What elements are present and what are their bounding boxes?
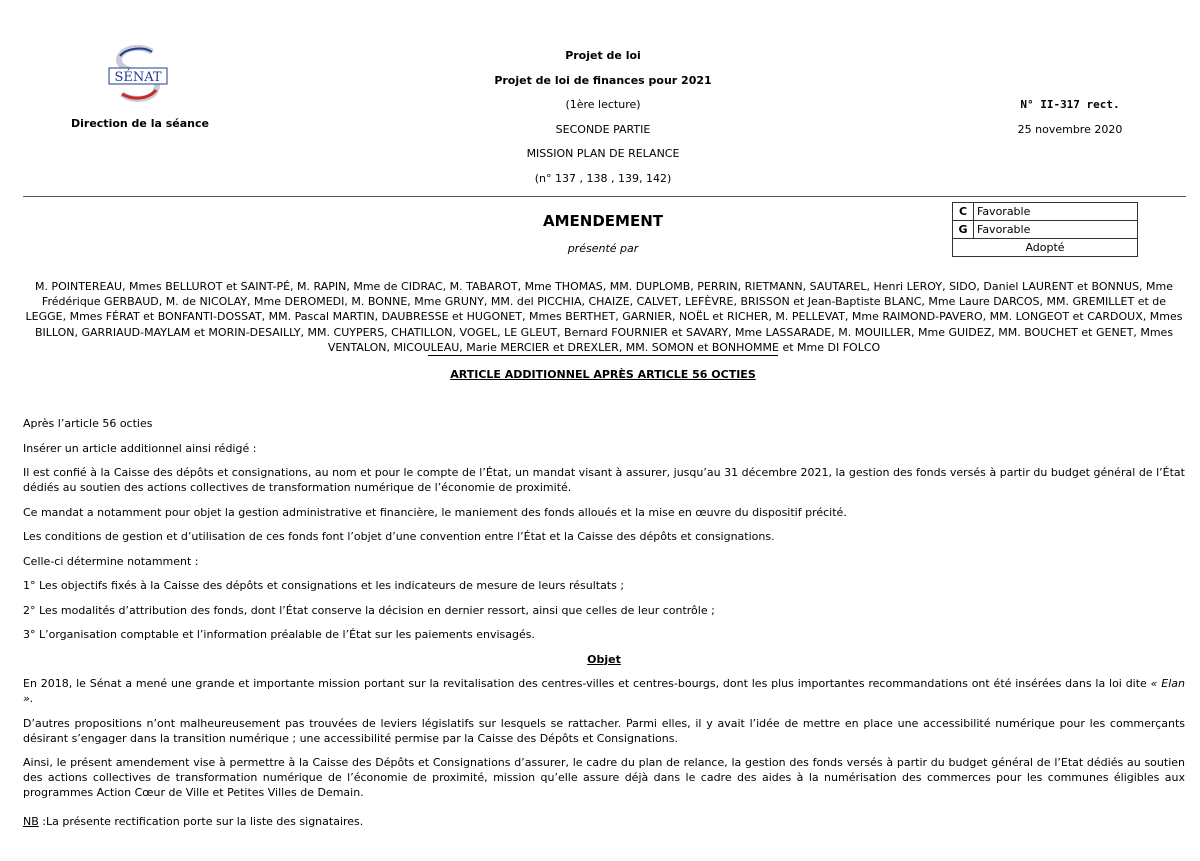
- dispositif-paragraph: Après l’article 56 octies: [23, 417, 153, 430]
- header-line-type: Projet de loi: [565, 49, 641, 62]
- objet-text: .: [29, 692, 34, 705]
- header-line-reading: (1ère lecture): [565, 98, 641, 111]
- presented-by: présenté par: [567, 242, 639, 255]
- logo-text: SÉNAT: [114, 70, 162, 85]
- dispositif-paragraph: 2° Les modalités d’attribution des fonds, dont l’État conserve la décision en dernier ressort, ainsi que celles de leur contrôle ;: [23, 603, 715, 617]
- opinion-row-commission: [953, 203, 1138, 221]
- signatories-list: M. POINTEREAU, Mmes BELLUROT et SAINT-PÉ, M. RAPIN, Mme de CIDRAC, M. TABAROT, Mme THOMAS, MM. DUPLOMB, PERRIN, RIETMANN, SAUTAREL, Henri LEROY, SIDO, Daniel LAURENT et BONNUS, Mme Frédérique GERBAUD, M. de NICOLAY, Mme DEROMEDI, M. BONNE, Mme GRUNY, MM. del PICCHIA, CHAIZE, CALVET, LEFÈVRE, BRISSON et Jean-Baptiste BLANC, Mme Laure DARCOS, MM. GREMILLET et de LEGGE, Mmes FÉRAT et BONFANTI-DOSSAT, MM. Pascal MARTIN, DAUBRESSE et HUGONET, Mmes BERTHET, GARNIER, NOËL et RICHER, M. PELLEVAT, Mme RAIMOND-PAVERO, MM. LONGEOT et CARDOUX, Mmes BILLON, GARRIAUD-MAYLAM et MORIN-DESAILLY, MM. CUYPERS, CHATILLON, VOGEL, LE GLEUT, Bernard FOURNIER et SAVARY, Mme LASSARADE, M. MOUILLER, Mme GUIDEZ, MM. BOUCHET et GENET, Mmes VENTALON, MICOULEAU, Marie MERCIER et DREXLER, MM. SOMON et BONHOMME et Mme DI FOLCO: [25, 280, 1183, 354]
- objet-text: En 2018, le Sénat a mené une grande et importante mission portant sur la revitalisation des centres-villes et centres-bourgs, dont les plus importantes recommandations ont été insérées dans la loi dite: [23, 677, 1151, 690]
- opinion-code: G: [953, 221, 974, 239]
- vote-result: Adopté: [953, 239, 1138, 257]
- dispositif-paragraph: Ce mandat a notamment pour objet la gestion administrative et financière, le maniement des fonds alloués et la mise en œuvre du dispositif précité.: [23, 505, 847, 519]
- opinion-value: Favorable: [974, 221, 1138, 239]
- objet-title: Objet: [587, 652, 621, 666]
- amendment-number: N° II-317 rect.: [1020, 98, 1120, 111]
- rectification-note: [23, 815, 623, 828]
- dispositif-paragraph: Celle-ci détermine notamment :: [23, 554, 199, 568]
- objet-law-name: « Elan »: [23, 677, 1185, 705]
- header-line-mission: MISSION PLAN DE RELANCE: [526, 147, 680, 160]
- senat-logo: [108, 44, 168, 104]
- opinion-value: Favorable: [974, 203, 1138, 221]
- opinion-table: [952, 202, 1138, 257]
- article-heading: ARTICLE ADDITIONNEL APRÈS ARTICLE 56 OCTIES: [450, 368, 756, 381]
- direction-label: Direction de la séance: [71, 117, 209, 130]
- amendment-reference: [990, 93, 1150, 142]
- signatories-divider: [428, 355, 778, 356]
- nb-label: NB: [23, 815, 39, 828]
- amendment-body: [23, 416, 1185, 810]
- amendment-date: 25 novembre 2020: [1017, 122, 1123, 136]
- header-line-title: Projet de loi de finances pour 2021: [494, 73, 712, 87]
- dispositif-paragraph: Il est confié à la Caisse des dépôts et consignations, au nom et pour le compte de l’État, un mandat visant à assurer, jusqu’au 31 décembre 2021, la gestion des fonds versés à partir du budget général de l’État dédiés au soutien des actions collectives de transformation numérique de l’économie de proximité.: [23, 466, 1185, 494]
- dispositif-paragraph: Insérer un article additionnel ainsi rédigé :: [23, 441, 257, 455]
- objet-paragraph: D’autres propositions n’ont malheureusement pas trouvées de leviers législatifs sur lesquels se rattacher. Parmi elles, il y avait l’idée de mettre en place une accessibilité numérique pour les commerçants désirant s’engager dans la transition numérique ; une accessibilité permise par la Caisse des Dépôts et Consignations.: [23, 716, 1185, 745]
- opinion-row-government: [953, 221, 1138, 239]
- dispositif-paragraph: 3° L’organisation comptable et l’information préalable de l’État sur les paiements envisagés.: [23, 628, 535, 641]
- header-line-numbers: (n° 137 , 138 , 139, 142): [534, 171, 672, 185]
- dispositif-paragraph: Les conditions de gestion et d’utilisation de ces fonds font l’objet d’une convention entre l’État et la Caisse des dépôts et consignations.: [23, 530, 775, 543]
- amendment-title: AMENDEMENT: [543, 212, 663, 230]
- objet-paragraph: [23, 676, 1185, 706]
- header-divider: [23, 196, 1186, 197]
- header-line-part: SECONDE PARTIE: [555, 122, 651, 136]
- document-header: [430, 44, 776, 191]
- nb-text: :La présente rectification porte sur la liste des signataires.: [38, 815, 364, 828]
- objet-paragraph: Ainsi, le présent amendement vise à permettre à la Caisse des Dépôts et Consignations d’assurer, le cadre du plan de relance, la gestion des fonds versés à partir du budget général de l’Etat dédiés au soutien des actions collectives de transformation numérique de l’économie de proximité, mission qu’elle assure déjà dans le cadre des aides à la numérisation des commerces pour les communes éligibles aux programmes Action Cœur de Ville et Petites Villes de Demain.: [23, 756, 1185, 799]
- opinion-row-result: [953, 239, 1138, 257]
- senat-logo-icon: [108, 44, 168, 104]
- dispositif-paragraph: 1° Les objectifs fixés à la Caisse des dépôts et consignations et les indicateurs de mesure de leurs résultats ;: [23, 579, 625, 592]
- opinion-code: C: [953, 203, 974, 221]
